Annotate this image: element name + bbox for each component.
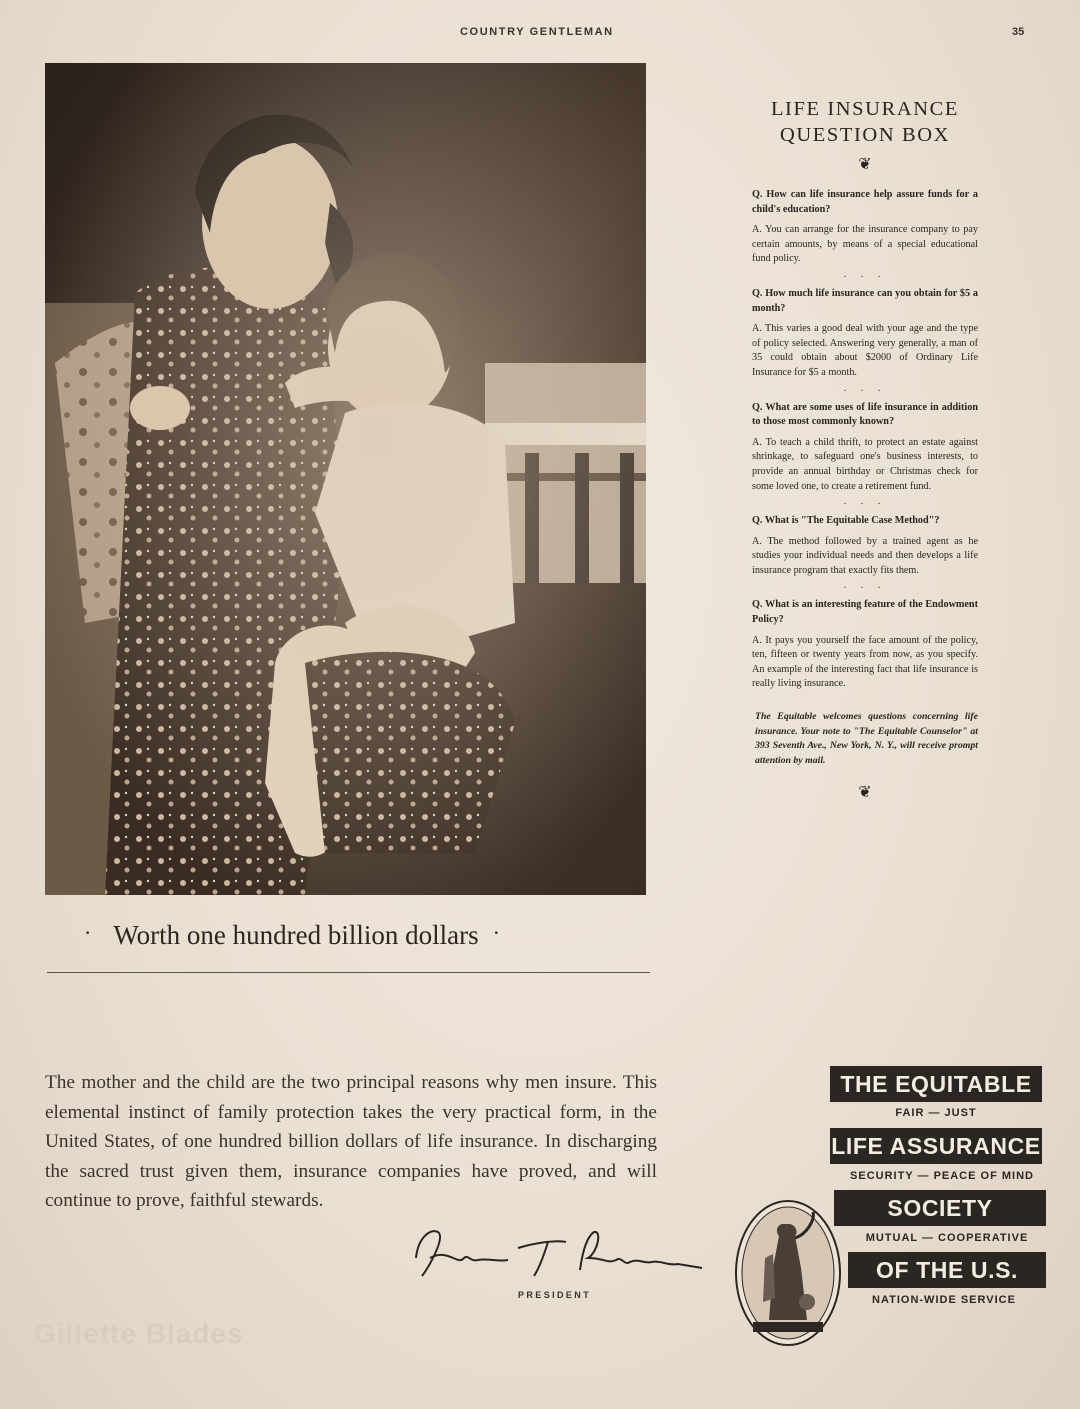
answer: A. To teach a child thrift, to protect an estate against shrinkage, to safeguard one's business interests, to provide an annual birthday or Christmas check for some loved one, to create a retirement fund.: [752, 436, 978, 492]
bleed-through-text: Gillette Blades: [34, 1318, 244, 1349]
question-box: [752, 96, 978, 802]
question-box-footnote: The Equitable welcomes questions concerning life insurance. Your note to "The Equitable Counselor" at 393 Seventh Ave., New York, N. Y., will receive prompt attention by mail.: [755, 711, 978, 766]
qa-item: [752, 287, 978, 395]
logo-band-of-the-us: OF THE U.S.: [848, 1252, 1046, 1288]
caption-bullet-right: ·: [492, 920, 500, 945]
caption-rule: [47, 972, 650, 973]
answer: A. You can arrange for the insurance company to pay certain amounts, by means of a special educational fund policy.: [752, 224, 978, 265]
equitable-logo: [730, 1060, 1050, 1380]
logo-band-equitable: THE EQUITABLE: [830, 1066, 1042, 1102]
president-signature: [408, 1218, 708, 1288]
qa-item: [752, 401, 978, 509]
answer: A. The method followed by a trained agent as he studies your individual needs and then develops a life insurance program that exactly fits them.: [752, 535, 978, 576]
qa-item: [752, 598, 978, 692]
mother-child-photo: [45, 63, 646, 895]
question-box-title: [752, 96, 978, 148]
separator: . . .: [843, 382, 887, 394]
question: Q. How can life insurance help assure funds for a child's education?: [752, 189, 978, 215]
caption-bullet-left: ·: [84, 920, 92, 945]
separator: . . .: [843, 580, 887, 592]
separator: . . .: [843, 268, 887, 280]
page-number: 35: [1012, 26, 1025, 38]
allegorical-figure-medallion-icon: [733, 1198, 843, 1348]
answer: A. It pays you yourself the face amount of the policy, ten, fifteen or twenty years from now, as you specify. An example of the interesting fact that life insurance is really living insurance.: [752, 634, 978, 690]
separator: . . .: [843, 496, 887, 508]
answer: A. This varies a good deal with your age and the type of policy selected. Answering very generally, a man of 35 could obtain about $2000 of Ordinary Life Insurance for $5 a month.: [752, 323, 978, 378]
caption-text: Worth one hundred billion dollars: [113, 920, 479, 950]
title-line-2: QUESTION BOX: [779, 124, 951, 146]
leaf-ornament-icon: ❦: [858, 156, 872, 173]
logo-tag-mutual: MUTUAL — COOPERATIVE: [865, 1232, 1029, 1244]
signature-title: PRESIDENT: [518, 1290, 592, 1300]
logo-tag-nation-wide: NATION-WIDE SERVICE: [872, 1294, 1016, 1306]
logo-band-society: SOCIETY: [834, 1190, 1046, 1226]
title-line-1: LIFE INSURANCE: [770, 98, 960, 120]
qa-item: [752, 514, 978, 592]
question: Q. What is "The Equitable Case Method"?: [752, 515, 940, 527]
logo-tag-fair-just: FAIR — JUST: [895, 1107, 977, 1119]
question: Q. What is an interesting feature of the Endowment Policy?: [752, 599, 978, 626]
logo-band-life-assurance: LIFE ASSURANCE: [830, 1128, 1042, 1164]
leaf-ornament-icon: ❦: [858, 784, 872, 802]
running-head: COUNTRY GENTLEMAN: [460, 26, 614, 38]
qa-item: [752, 188, 978, 281]
question: Q. What are some uses of life insurance in addition to those most commonly known?: [752, 401, 978, 428]
logo-tag-security: SECURITY — PEACE OF MIND: [850, 1170, 1034, 1182]
headline-caption: [84, 920, 644, 951]
body-copy: The mother and the child are the two principal reasons why men insure. This elemental instinct of family protection takes the very practical form, in the United States, of one hundred billion dollars of life insurance. In discharging the sacred trust given them, insurance companies have proved, and will continue to prove, faithful stewards.: [45, 1072, 657, 1212]
question: Q. How much life insurance can you obtain for $5 a month?: [752, 287, 978, 314]
